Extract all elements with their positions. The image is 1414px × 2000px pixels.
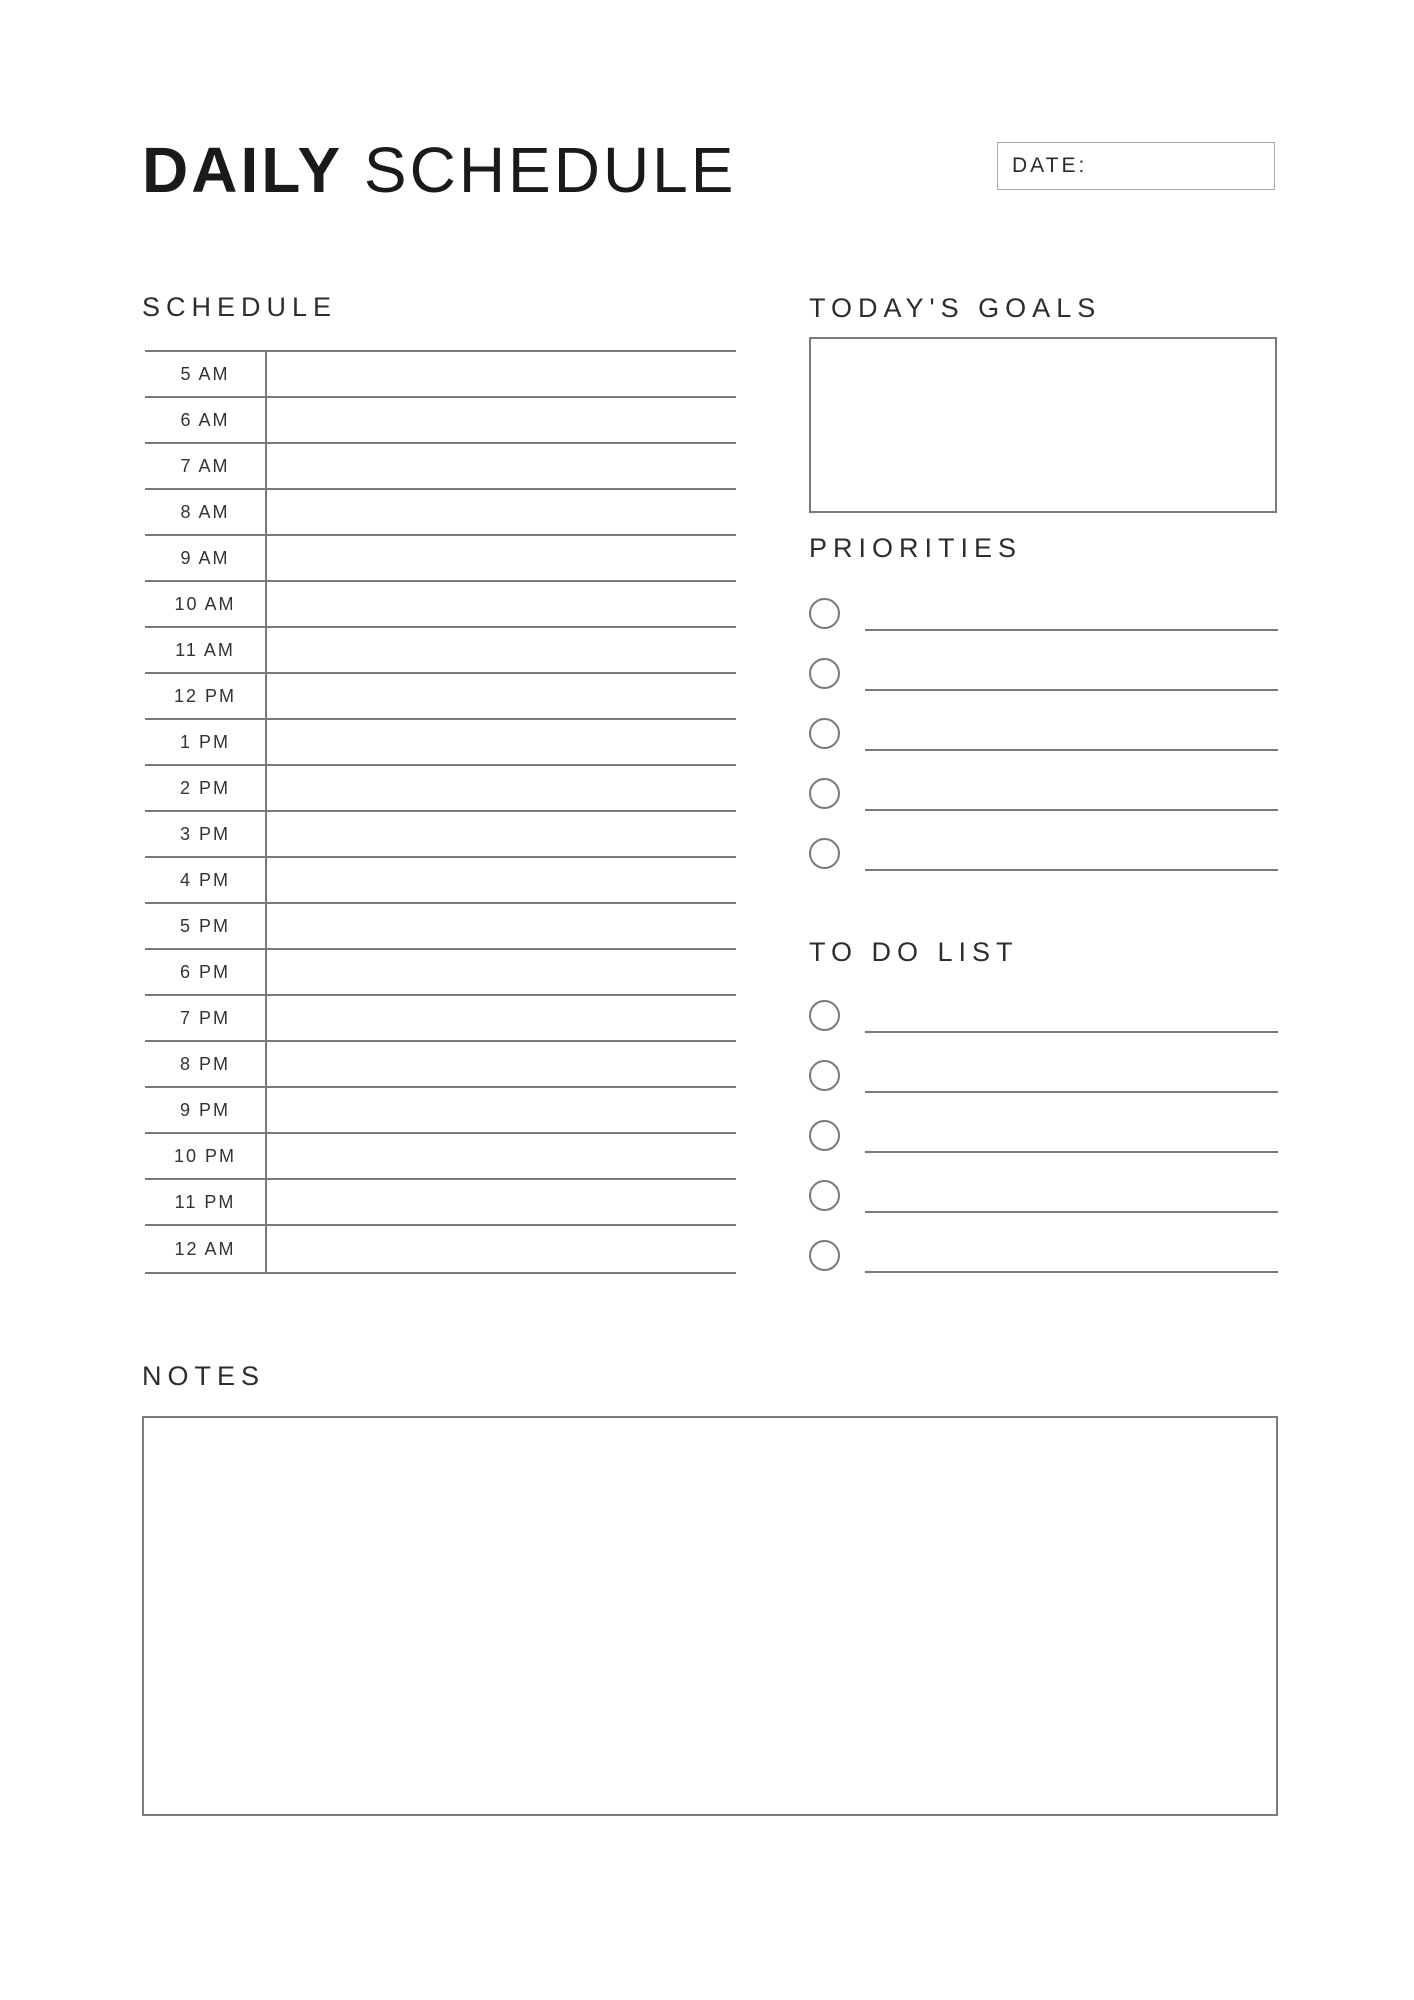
schedule-row[interactable] [145, 720, 736, 766]
priorities-heading: PRIORITIES [809, 533, 1023, 563]
todo-line[interactable] [865, 1271, 1278, 1273]
todo-line[interactable] [865, 1211, 1278, 1213]
schedule-row[interactable] [145, 628, 736, 674]
checkbox-circle-icon[interactable] [809, 1240, 840, 1271]
schedule-time-label: 12 AM [145, 1226, 267, 1272]
schedule-row[interactable] [145, 1226, 736, 1274]
schedule-row[interactable] [145, 1088, 736, 1134]
schedule-row[interactable] [145, 1042, 736, 1088]
schedule-time-label: 5 AM [145, 352, 267, 396]
title-light: SCHEDULE [363, 134, 737, 206]
schedule-row[interactable] [145, 950, 736, 996]
title-bold: DAILY [142, 134, 344, 206]
priority-line[interactable] [865, 629, 1278, 631]
schedule-row[interactable] [145, 812, 736, 858]
schedule-time-label: 3 PM [145, 812, 267, 856]
todo-line[interactable] [865, 1031, 1278, 1033]
checkbox-circle-icon[interactable] [809, 1180, 840, 1211]
schedule-time-label: 9 PM [145, 1088, 267, 1132]
schedule-row[interactable] [145, 1134, 736, 1180]
goals-heading: TODAY'S GOALS [809, 293, 1102, 323]
priority-item [809, 598, 1278, 638]
schedule-row[interactable] [145, 536, 736, 582]
priority-line[interactable] [865, 689, 1278, 691]
priority-item [809, 838, 1278, 878]
todo-line[interactable] [865, 1091, 1278, 1093]
priority-item [809, 658, 1278, 698]
schedule-row[interactable] [145, 766, 736, 812]
schedule-row[interactable] [145, 996, 736, 1042]
checkbox-circle-icon[interactable] [809, 658, 840, 689]
notes-box[interactable] [142, 1416, 1278, 1816]
schedule-time-label: 10 PM [145, 1134, 267, 1178]
schedule-row[interactable] [145, 674, 736, 720]
checkbox-circle-icon[interactable] [809, 778, 840, 809]
schedule-time-label: 10 AM [145, 582, 267, 626]
todo-item [809, 1180, 1278, 1220]
schedule-time-label: 8 PM [145, 1042, 267, 1086]
checkbox-circle-icon[interactable] [809, 1120, 840, 1151]
priority-line[interactable] [865, 869, 1278, 871]
schedule-row[interactable] [145, 444, 736, 490]
schedule-time-label: 12 PM [145, 674, 267, 718]
checkbox-circle-icon[interactable] [809, 598, 840, 629]
page-title [142, 130, 736, 210]
date-field[interactable] [997, 142, 1275, 190]
schedule-row[interactable] [145, 398, 736, 444]
schedule-time-label: 9 AM [145, 536, 267, 580]
priority-line[interactable] [865, 809, 1278, 811]
schedule-row[interactable] [145, 1180, 736, 1226]
priority-line[interactable] [865, 749, 1278, 751]
checkbox-circle-icon[interactable] [809, 838, 840, 869]
goals-box[interactable] [809, 337, 1277, 513]
checkbox-circle-icon[interactable] [809, 1000, 840, 1031]
todo-item [809, 1240, 1278, 1280]
todo-line[interactable] [865, 1151, 1278, 1153]
todo-item [809, 1060, 1278, 1100]
schedule-row[interactable] [145, 350, 736, 398]
schedule-time-label: 5 PM [145, 904, 267, 948]
todo-item [809, 1000, 1278, 1040]
schedule-time-label: 6 PM [145, 950, 267, 994]
notes-heading: NOTES [142, 1361, 266, 1391]
schedule-row[interactable] [145, 858, 736, 904]
checkbox-circle-icon[interactable] [809, 718, 840, 749]
schedule-time-label: 11 AM [145, 628, 267, 672]
date-label: DATE: [1012, 154, 1088, 177]
checkbox-circle-icon[interactable] [809, 1060, 840, 1091]
schedule-time-label: 8 AM [145, 490, 267, 534]
schedule-time-label: 11 PM [145, 1180, 267, 1224]
schedule-row[interactable] [145, 582, 736, 628]
schedule-row[interactable] [145, 904, 736, 950]
schedule-time-label: 7 AM [145, 444, 267, 488]
schedule-time-label: 2 PM [145, 766, 267, 810]
priority-item [809, 778, 1278, 818]
priority-item [809, 718, 1278, 758]
schedule-time-label: 6 AM [145, 398, 267, 442]
schedule-heading: SCHEDULE [142, 292, 338, 322]
schedule-time-label: 1 PM [145, 720, 267, 764]
schedule-time-label: 7 PM [145, 996, 267, 1040]
todo-item [809, 1120, 1278, 1160]
schedule-row[interactable] [145, 490, 736, 536]
todo-heading: TO DO LIST [809, 937, 1019, 967]
schedule-time-label: 4 PM [145, 858, 267, 902]
schedule-table [145, 350, 736, 1274]
